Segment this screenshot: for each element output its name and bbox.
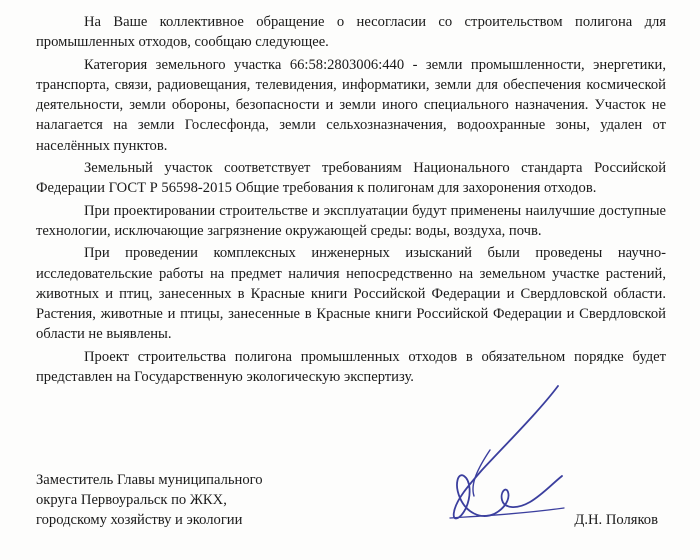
signer-title-line: Заместитель Главы муниципального — [36, 472, 263, 488]
paragraph-ecological-expertise: Проект строительства полигона промышленных отходов в обязательном порядке будет представлен на Государственную экологическую экспертизу. — [36, 348, 666, 386]
paragraph-intro: На Ваше коллективное обращение о несогласии со строительством полигона для промышленных отходов, сообщаю следующее. — [36, 14, 666, 51]
letter-body — [36, 12, 666, 389]
paragraph-gost-compliance: Земельный участок соответствует требованиям Национального стандарта Российской Федерации ГОСТ Р 56598-2015 Общие требования к полигонам для захоронения отходов. — [36, 160, 666, 197]
handwritten-signature — [430, 380, 570, 530]
signer-title-line: городскому хозяйству и экологии — [36, 512, 243, 528]
paragraph-technologies: При проектировании строительстве и эксплуатации будут применены наилучшие доступные технологии, исключающие загрязнение окружающей среды: воды, воздуха, почв. — [36, 202, 666, 239]
signer-name: Д.Н. Поляков — [574, 512, 658, 528]
paragraph-red-book-survey: При проведении комплексных инженерных изысканий были проведены научно-исследовательские работы на предмет наличия непосредственно на земельном участке растений, животных и птиц, занесенных в Красные книги Российской Федерации и Свердловской области. Растения, животные и птицы, занесенные в Красные книги Российской Федерации и Свердловской области не выявлены. — [36, 245, 666, 343]
signer-title — [36, 470, 263, 530]
signer-title-line: округа Первоуральск по ЖКХ, — [36, 492, 227, 508]
paragraph-land-category: Категория земельного участка 66:58:2803006:440 - земли промышленности, энергетики, транспорта, связи, радиовещания, телевидения, информатики, земли для обеспечения космической деятельности, земли обороны, безопасности и земли иного специального назначения. Участок не налагается на земли Гослесфонда, земли сельхозназначения, водоохранные зоны, удален от населённых пунктов. — [36, 56, 666, 154]
